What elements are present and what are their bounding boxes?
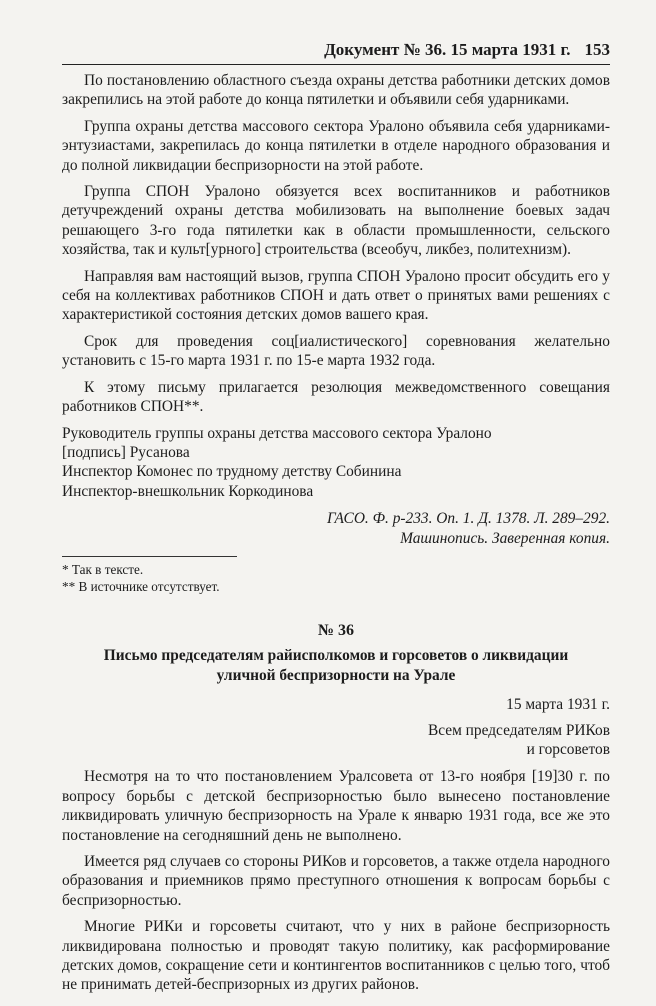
signature-line: Инспектор Комонес по трудному детству Собинина bbox=[62, 463, 402, 481]
document-number: № 36 bbox=[317, 621, 355, 639]
footnote-rule bbox=[62, 556, 237, 557]
signature-line: Руководитель группы охраны детства массового сектора Уралоно bbox=[62, 424, 492, 442]
document-title: Письмо председателям райисполкомов и горсоветов о ликвидации уличной беспризорности на Урале bbox=[103, 647, 569, 684]
page-number: 153 bbox=[584, 40, 610, 59]
document-paragraph: Многие РИКи и горсоветы считают, что у них в районе беспризорность ликвидирована полностью и проводят такую политику, как расформирование детских домов, сокращение сети и контингентов воспитанников с целью того, чтоб не принимать детей-беспризорных из других районов. bbox=[62, 918, 610, 994]
signature-block bbox=[62, 424, 610, 502]
running-header bbox=[62, 40, 610, 60]
body-paragraph: Направляя вам настоящий вызов, группа СПОН Уралоно просит обсудить его у себя на коллективах работников СПОН и дать ответ о принятых вами решениях с характеристикой состояния детских домов вашего края. bbox=[62, 267, 610, 324]
body-paragraph: Группа охраны детства массового сектора Уралоно объявила себя ударниками-энтузиастами, закрепилась до конца пятилетки в отделе народного образования и до полной ликвидации беспризорности на этой работе. bbox=[62, 117, 610, 174]
header-title: Документ № 36. 15 марта 1931 г. bbox=[324, 40, 571, 59]
addressee-line: и горсоветов bbox=[526, 740, 610, 758]
archive-type: Машинопись. Заверенная копия. bbox=[400, 529, 610, 547]
body-paragraph: По постановлению областного съезда охраны детства работники детских домов закрепились на этой работе до конца пятилетки и объявили себя ударниками. bbox=[62, 72, 610, 109]
page-body bbox=[62, 71, 610, 1002]
document-date: 15 марта 1931 г. bbox=[506, 696, 610, 714]
body-paragraph: Срок для проведения соц[иалистического] соревнования желательно установить с 15-го марта 1931 г. по 15-е марта 1932 года. bbox=[62, 332, 610, 370]
footnote: * Так в тексте. bbox=[62, 561, 144, 577]
body-paragraph: Группа СПОН Уралоно обязуется всех воспитанников и работников детучреждений охраны детства мобилизовать на выполнение боевых задач решающего 3-го года пятилетки как в области промышленности, сельского хозяйства, так и культ[урного] строительства (всеобуч, ликбез, политехнизм). bbox=[62, 183, 610, 259]
footnote: ** В источнике отсутствует. bbox=[62, 578, 220, 594]
document-paragraph: Имеется ряд случаев со стороны РИКов и горсоветов, а также отдела народного образования и приемников прямо преступного отношения к вопросам борьбы с беспризорностью. bbox=[62, 853, 610, 909]
signature-line: Инспектор-внешкольник Коркодинова bbox=[62, 482, 314, 500]
header-rule bbox=[62, 64, 610, 65]
document-paragraph: Несмотря на то что постановлением Уралсовета от 13-го ноября [19]30 г. по вопросу борьбы с детской беспризорностью было вынесено постановление ликвидировать уличную беспризорность на Урале к январю 1931 года, все же это постановление на сегодняшний день не выполнено. bbox=[62, 768, 610, 844]
addressee-line: Всем председателям РИКов bbox=[427, 721, 610, 739]
archive-reference: ГАСО. Ф. р-233. Оп. 1. Д. 1378. Л. 289–292. bbox=[326, 510, 610, 528]
body-paragraph: К этому письму прилагается резолюция межведомственного совещания работников СПОН**. bbox=[62, 378, 610, 416]
signature-line: [подпись] Русанова bbox=[62, 443, 190, 461]
addressee-block bbox=[62, 721, 610, 760]
